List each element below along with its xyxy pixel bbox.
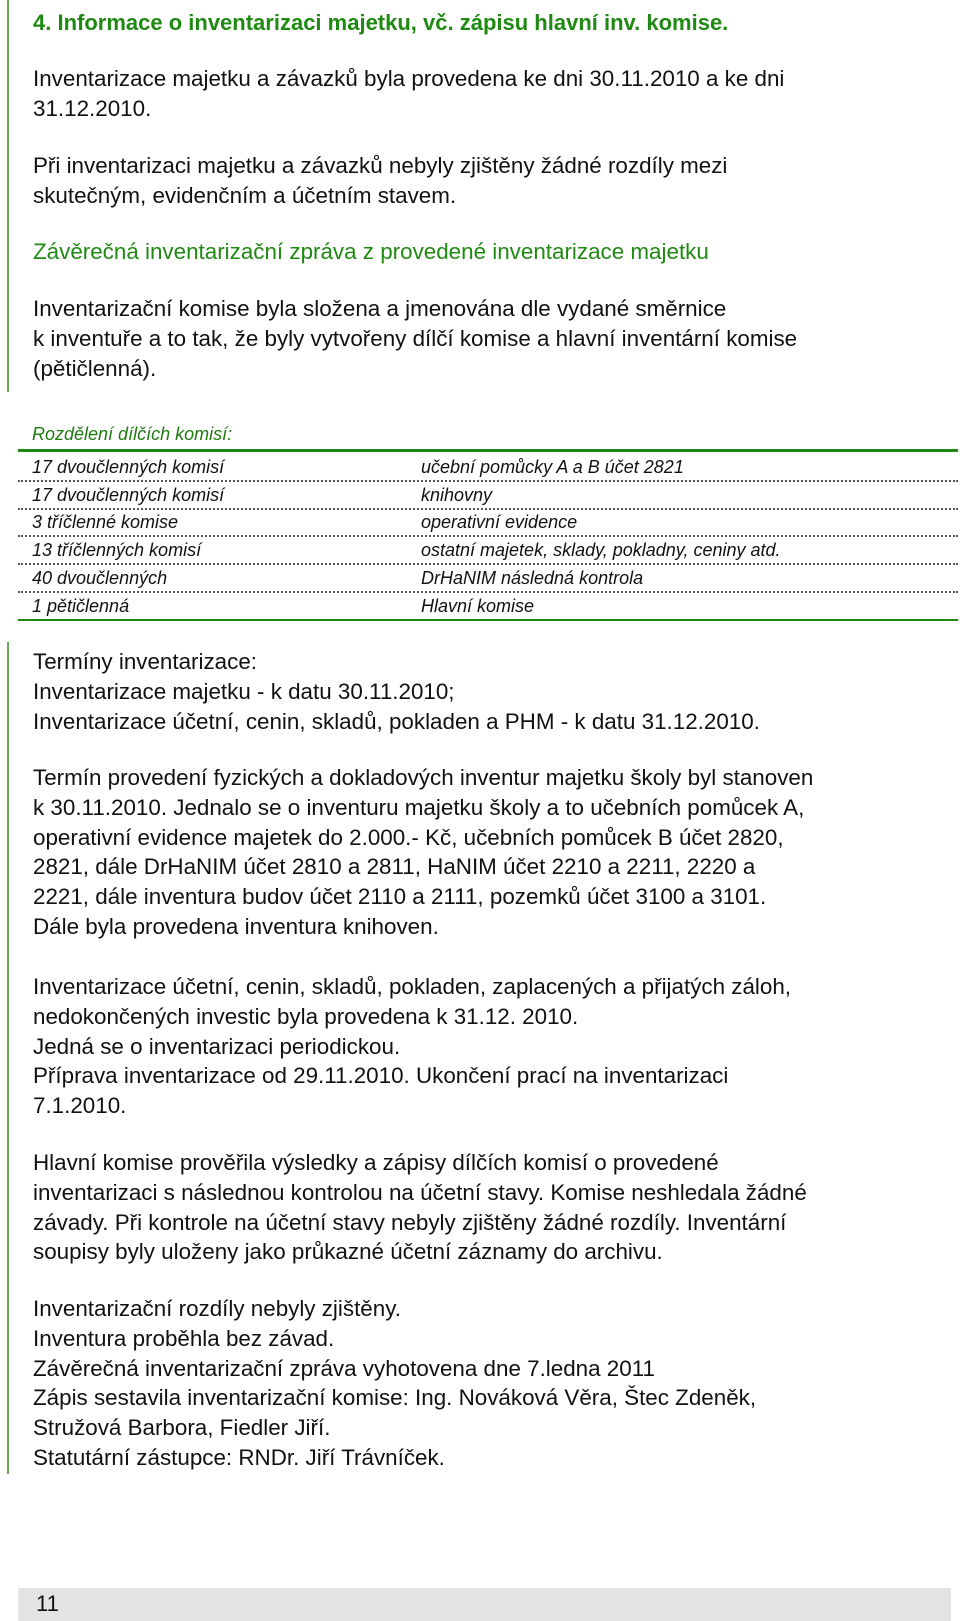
table-row [18, 482, 958, 510]
committee-count: 17 dvoučlenných komisí [32, 456, 225, 477]
paragraph-inventory-terms: Termíny inventarizace: Inventarizace majetku - k datu 30.11.2010; Inventarizace účetní, cenin, skladů, pokladen a PHM - k datu 31.12.2010. [33, 649, 760, 734]
table-row [18, 454, 958, 482]
paragraph-committee-composition: Inventarizační komise byla složena a jmenována dle vydané směrnice k inventuře a to tak, že byly vytvořeny dílčí komise a hlavní inventární komise (pětičlenná). [33, 296, 798, 381]
paragraph-physical-inventory: Termín provedení fyzických a dokladových inventur majetku školy byl stanoven k 30.11.2010. Jednalo se o inventuru majetku školy a to učebních pomůcek A, operativní evidence majetek do 2.000.- Kč, učebních pomůcek B účet 2820, 2821, dále DrHaNIM účet 2810 a 2811, HaNIM účet 2210 a 2211, 2220 a 2221, dále inventura budov účet 2110 a 2111, pozemků účet 3100 a 3101. Dále byla provedena inventura knihoven. [33, 765, 814, 939]
left-margin-bar [7, 642, 9, 1474]
page-footer [18, 1588, 951, 1621]
committee-count: 1 pětičlenná [32, 595, 130, 616]
subheading-final-report: Závěrečná inventarizační zpráva z provedené inventarizace majetku [33, 239, 709, 264]
committee-count: 3 tříčlenné komise [32, 512, 179, 533]
table-row [18, 593, 958, 621]
committee-scope: DrHaNIM následná kontrola [421, 567, 644, 588]
paragraph-main-committee: Hlavní komise prověřila výsledky a zápisy dílčích komisí o provedené inventarizaci s následnou kontrolou na účetní stavy. Komise neshledala žádné závady. Při kontrole na účetní stavy nebyly zjištěny žádné rozdíly. Inventární soupisy byly uloženy jako průkazné účetní záznamy do archivu. [33, 1150, 807, 1265]
page-number: 11 [36, 1591, 59, 1616]
paragraph-no-differences: Při inventarizaci majetku a závazků nebyly zjištěny žádné rozdíly mezi skutečným, evidenčním a účetním stavem. [33, 153, 728, 208]
committee-count: 13 tříčlenných komisí [32, 540, 202, 561]
table-row [18, 510, 958, 538]
committee-count: 40 dvoučlenných [32, 567, 168, 588]
table-row [18, 565, 958, 593]
paragraph-conclusion: Inventarizační rozdíly nebyly zjištěny. Inventura proběhla bez závad. Závěrečná inventarizační zpráva vyhotovena dne 7.ledna 2011 Zápis sestavila inventarizační komise: Ing. Nováková Věra, Štec Zdeněk, Stružová Barbora, Fiedler Jiří. Statutární zástupce: RNDr. Jiří Trávníček. [33, 1296, 757, 1470]
committee-scope: učební pomůcky A a B účet 2821 [421, 456, 684, 477]
table-row [18, 537, 958, 565]
committee-scope: ostatní majetek, sklady, pokladny, ceniny atd. [421, 540, 781, 561]
table-top-rule [18, 449, 958, 452]
paragraph-accounting-inventory: Inventarizace účetní, cenin, skladů, pokladen, zaplacených a přijatých záloh, nedokončených investic byla provedena k 31.12. 2010. Jedná se o inventarizaci periodickou. Příprava inventarizace od 29.11.2010. Ukončení prací na inventarizaci 7.1.2010. [33, 974, 792, 1119]
committee-scope: knihovny [421, 484, 493, 505]
committee-scope: operativní evidence [421, 512, 578, 533]
paragraph-inventory-dates: Inventarizace majetku a závazků byla provedena ke dni 30.11.2010 a ke dni 31.12.2010. [33, 66, 785, 121]
committees-table-title: Rozdělení dílčích komisí: [32, 424, 233, 444]
committee-count: 17 dvoučlenných komisí [32, 484, 225, 505]
left-margin-bar [7, 0, 9, 392]
section-heading: 4. Informace o inventarizaci majetku, vč. zápisu hlavní inv. komise. [33, 10, 729, 35]
committee-scope: Hlavní komise [421, 595, 535, 616]
